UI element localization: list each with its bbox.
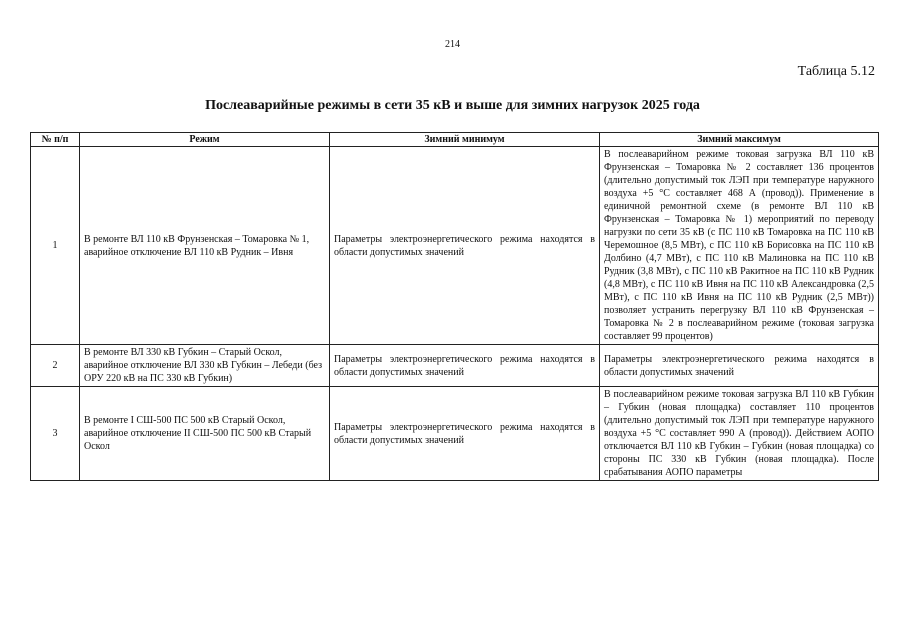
- table-label: Таблица 5.12: [797, 64, 875, 79]
- header-winter-max: Зимний максимум: [600, 133, 879, 147]
- row-winter-max: В послеаварийном режиме токовая загрузка ВЛ 110 кВ Фрунзенская – Томаровка № 2 составляет 136 процентов (длительно допустимый ток ЛЭП при температуре наружного воздуха +5 °С составляет 468 А (провод)). Применение в единичной ремонтной схеме (в ремонте ВЛ 110 кВ Фрунзенская – Томаровка № 1) мероприятий по переводу нагрузки по сети 35 кВ (с ПС 110 кВ Томаровка на ПС 110 кВ Черемошное (8,5 МВт), с ПС 110 кВ Борисовка на ПС 110 кВ Долбино (4,7 МВт), с ПС 110 кВ Малиновка на ПС 110 кВ Рудник (3,8 МВт), с ПС 110 кВ Ракитное на ПС 110 кВ Рудник (4,8 МВт), с ПС 110 кВ Ивня на ПС 110 кВ Александровка (2,5 МВт), с ПС 110 кВ Ивня на ПС 110 кВ Рудник (2,5 МВт)) позволяет устранить перегрузку ВЛ 110 кВ Фрунзенская – Томаровка № 2 в послеаварийном режиме (токовая загрузка составляет 99 процентов): [600, 147, 879, 345]
- row-winter-min: Параметры электроэнергетического режима находятся в области допустимых значений: [330, 345, 600, 387]
- table-row: [31, 345, 879, 387]
- row-mode: В ремонте ВЛ 110 кВ Фрунзенская – Томаровка № 1, аварийное отключение ВЛ 110 кВ Рудник – Ивня: [80, 147, 330, 345]
- table-header-row: [31, 133, 879, 147]
- row-winter-max: В послеаварийном режиме токовая загрузка ВЛ 110 кВ Губкин – Губкин (новая площадка) составляет 110 процентов (длительно допустимый ток ЛЭП при температуре наружного воздуха +5 °С составляет 990 А (провод)). Действием АОПО отключается ВЛ 110 кВ Губкин – Губкин (новая площадка) со стороны ПС 330 кВ Губкин (новая площадка). После срабатывания АОПО параметры: [600, 387, 879, 481]
- page-title: Послеаварийные режимы в сети 35 кВ и выше для зимних нагрузок 2025 года: [205, 98, 700, 113]
- header-mode: Режим: [80, 133, 330, 147]
- row-number: 1: [31, 147, 80, 345]
- header-num: № п/п: [31, 133, 80, 147]
- table-row: [31, 387, 879, 481]
- row-mode: В ремонте ВЛ 330 кВ Губкин – Старый Оскол, аварийное отключение ВЛ 330 кВ Губкин – Лебеди (без ОРУ 220 кВ на ПС 330 кВ Губкин): [80, 345, 330, 387]
- header-winter-min: Зимний минимум: [330, 133, 600, 147]
- row-mode: В ремонте I СШ-500 ПС 500 кВ Старый Оскол, аварийное отключение II СШ-500 ПС 500 кВ Старый Оскол: [80, 387, 330, 481]
- row-winter-max: Параметры электроэнергетического режима находятся в области допустимых значений: [600, 345, 879, 387]
- row-number: 2: [31, 345, 80, 387]
- row-winter-min: Параметры электроэнергетического режима находятся в области допустимых значений: [330, 387, 600, 481]
- table-row: [31, 147, 879, 345]
- page-number: 214: [445, 39, 460, 50]
- row-number: 3: [31, 387, 80, 481]
- regimes-table: [30, 132, 879, 481]
- row-winter-min: Параметры электроэнергетического режима находятся в области допустимых значений: [330, 147, 600, 345]
